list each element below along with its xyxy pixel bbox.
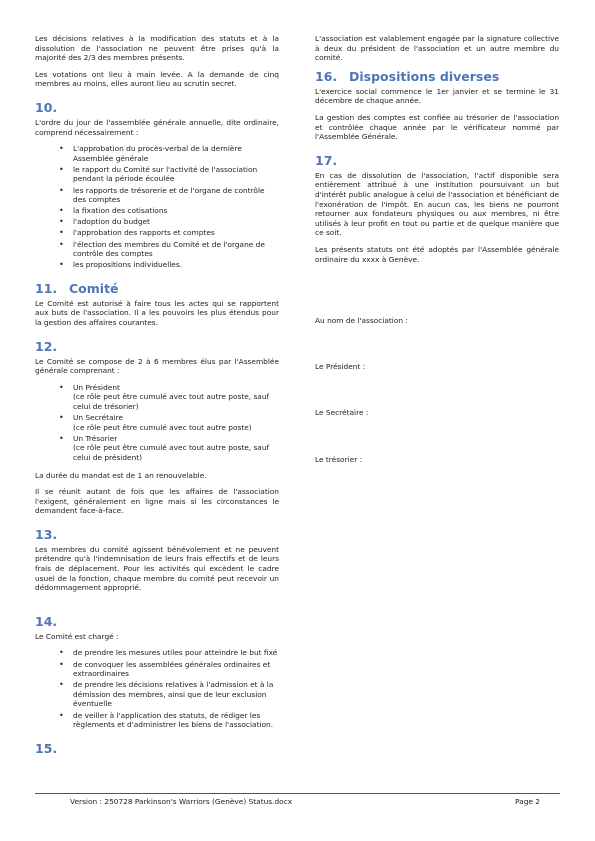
list-item: • Un Trésorier (ce rôle peut être cumulé avec tout autre poste, sauf celui de président) bbox=[35, 434, 279, 463]
president-signature-label: Le Président : bbox=[315, 361, 366, 371]
left-column bbox=[35, 34, 279, 759]
section-10-heading: 10. bbox=[35, 99, 58, 115]
section-16-paragraph-1: L'exercice social commence le 1er janvier et se termine le 31 décembre de chaque année. bbox=[315, 86, 559, 106]
section-12-intro: Le Comité se compose de 2 à 6 membres élus par l'Assemblée générale comprenant : bbox=[35, 356, 279, 376]
section-10-intro: L'ordre du jour de l'assemblée générale annuelle, dite ordinaire, comprend nécessairement : bbox=[35, 117, 279, 137]
page-footer bbox=[70, 797, 540, 807]
section-16-heading: 16. Dispositions diverses bbox=[315, 68, 500, 84]
list-item: • l'approbation des rapports et comptes bbox=[35, 228, 279, 238]
secretary-signature-label: Le Secrétaire : bbox=[315, 408, 369, 418]
section-13-paragraph: Les membres du comité agissent bénévolement et ne peuvent prétendre qu'à l'indemnisation de leurs frais effectifs et de leurs frais de déplacement. Pour les activités qui excèdent le cadre usuel de la fonction, chaque membre du comité peut recevoir un dédommagement approprié. bbox=[35, 544, 279, 593]
list-item: • la fixation des cotisations bbox=[35, 206, 279, 216]
section-11-heading: 11. Comité bbox=[35, 280, 119, 296]
list-item: • les rapports de trésorerie et de l'organe de contrôle des comptes bbox=[35, 186, 279, 205]
document-version: Version : 250728 Parkinson's Warriors (Genève) Status.docx bbox=[70, 797, 293, 806]
section-14-heading: 14. bbox=[35, 613, 58, 629]
list-item: • Un Secrétaire (ce rôle peut être cumulé avec tout autre poste) bbox=[35, 413, 279, 432]
list-item: • L'approbation du procès-verbal de la dernière Assemblée générale bbox=[35, 144, 279, 163]
right-column bbox=[315, 34, 559, 464]
section-11-title: Comité bbox=[69, 280, 119, 296]
treasurer-signature-label: Le trésorier : bbox=[315, 454, 363, 464]
list-item: • les propositions individuelles. bbox=[35, 260, 279, 270]
paragraph-statuts: Les décisions relatives à la modification des statuts et à la dissolution de l'association ne peuvent être prises qu'à la majorité des 2/3 des membres présents. bbox=[35, 34, 279, 63]
section-16-title: Dispositions diverses bbox=[349, 68, 500, 84]
footer-divider bbox=[35, 793, 560, 794]
agenda-list bbox=[35, 144, 279, 270]
section-17-paragraph-1: En cas de dissolution de l'association, l'actif disponible sera entièrement attribué à une institution poursuivant un but d'intérêt public analogue à celui de l'association et bénéficiant de l'exonération de l'impôt. En aucun cas, les biens ne pourront retourner aux fondateurs physiques ou aux membres, ni être utilisés à leur profit en tout ou partie et de quelque manière que ce soit. bbox=[315, 170, 559, 238]
meeting-paragraph: Il se réunit autant de fois que les affaires de l'association l'exigent, généralement en ligne mais si les circonstances le demandent face-à-face. bbox=[35, 487, 279, 516]
list-item: • de veiller à l'application des statuts, de rédiger les règlements et d'administrer les biens de l'association. bbox=[35, 711, 279, 730]
committee-duties-list bbox=[35, 648, 279, 729]
section-13-heading: 13. bbox=[35, 526, 58, 542]
section-17-paragraph-2: Les présents statuts ont été adoptés par l'Assemblée générale ordinaire du xxxx à Genève. bbox=[315, 244, 559, 264]
list-item: • de convoquer les assemblées générales ordinaires et extraordinaires bbox=[35, 660, 279, 679]
page-number: Page 2 bbox=[515, 797, 540, 806]
section-11-paragraph: Le Comité est autorisé à faire tous les actes qui se rapportent aux buts de l'association. Il a les pouvoirs les plus étendus pour la gestion des affaires courantes. bbox=[35, 298, 279, 327]
paragraph-votations: Les votations ont lieu à main levée. A la demande de cinq membres au moins, elles auront lieu au scrutin secret. bbox=[35, 69, 279, 89]
section-16-paragraph-2: La gestion des comptes est confiée au trésorier de l'association et contrôlée chaque année par le vérificateur nommé par l'Assemblée Générale. bbox=[315, 112, 559, 142]
association-signature-label: Au nom de l'association : bbox=[315, 316, 408, 326]
list-item: • l'adoption du budget bbox=[35, 217, 279, 227]
list-item: • le rapport du Comité sur l'activité de l'association pendant la période écoulée bbox=[35, 165, 279, 184]
committee-roles-list bbox=[35, 383, 279, 463]
list-item: • l'élection des membres du Comité et de l'organe de contrôle des comptes bbox=[35, 240, 279, 259]
mandate-duration: La durée du mandat est de 1 an renouvelable. bbox=[35, 470, 207, 480]
signature-block bbox=[315, 316, 559, 464]
signature-rule-paragraph: L'association est valablement engagée par la signature collective à deux du président de l'association et un autre membre du comité. bbox=[315, 34, 559, 63]
section-12-heading: 12. bbox=[35, 338, 58, 354]
section-17-heading: 17. bbox=[315, 152, 338, 168]
list-item: • de prendre les mesures utiles pour atteindre le but fixé bbox=[35, 648, 279, 658]
list-item: • Un Président (ce rôle peut être cumulé avec tout autre poste, sauf celui de trésorier) bbox=[35, 383, 279, 412]
list-item: • de prendre les décisions relatives à l'admission et à la démission des membres, ainsi que de leur exclusion éventuelle bbox=[35, 680, 279, 709]
section-15-heading: 15. bbox=[35, 740, 58, 756]
section-14-intro: Le Comité est chargé : bbox=[35, 631, 119, 641]
